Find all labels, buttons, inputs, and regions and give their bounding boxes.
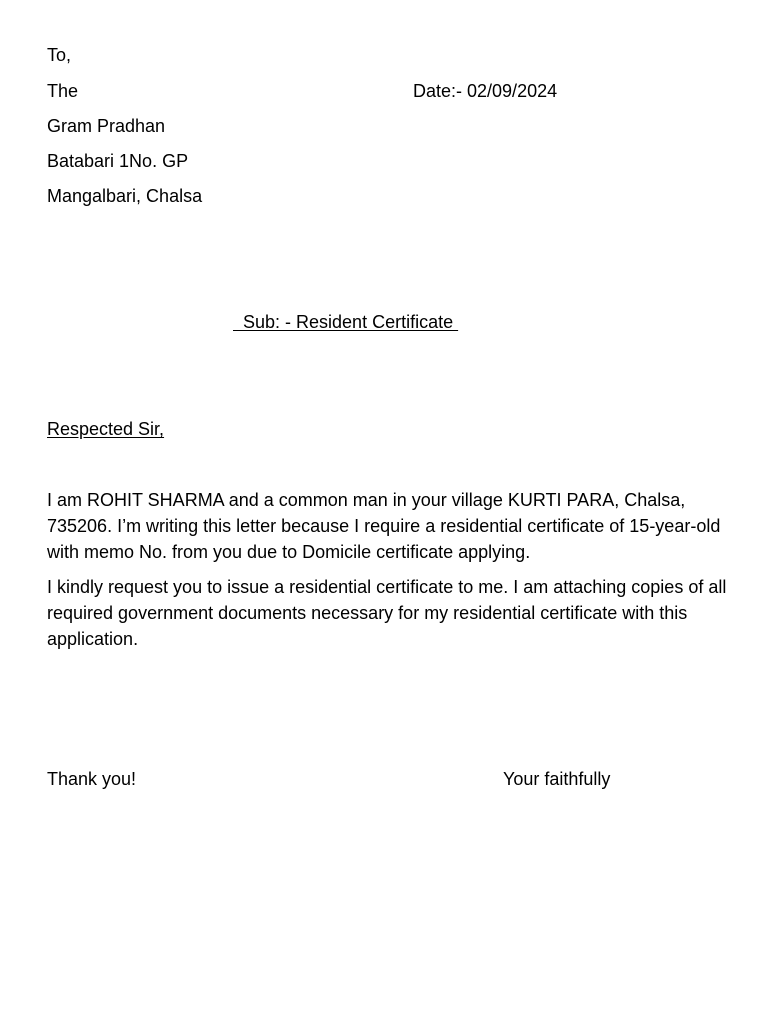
letter-greeting: Respected Sir, [47,419,165,439]
body-paragraph-1: I am ROHIT SHARMA and a common man in your village KURTI PARA, Chalsa, 735206. I’m writing this letter because I require a residential certificate of 15-year-old with memo No. from you due to Domicile certificate applying. [47,490,721,562]
letter-subject: Sub: - Resident Certificate [233,312,459,332]
recipient-line-3: Batabari 1No. GP [47,151,189,171]
recipient-line-1: The [47,81,79,101]
letter-date: Date:- 02/09/2024 [413,81,558,101]
closing-thank-you: Thank you! [47,769,137,789]
recipient-line-4: Mangalbari, Chalsa [47,186,203,206]
closing-signoff: Your faithfully [503,769,611,789]
salutation-to: To, [47,45,72,65]
body-paragraph-2: I kindly request you to issue a residential certificate to me. I am attaching copies of all required government documents necessary for my residential certificate with this application. [47,577,727,649]
recipient-line-2: Gram Pradhan [47,116,166,136]
